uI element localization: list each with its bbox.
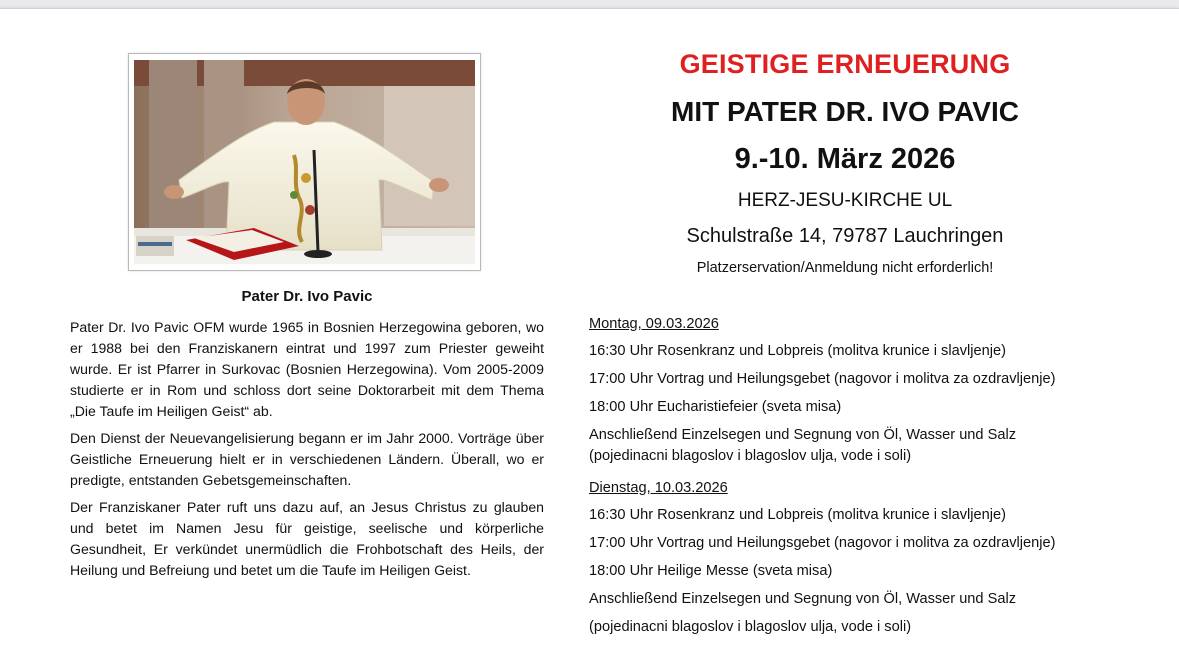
schedule-entry: 16:30 Uhr Rosenkranz und Lobpreis (molitva krunice i slavljenje) xyxy=(589,343,1006,359)
bio-paragraph: Pater Dr. Ivo Pavic OFM wurde 1965 in Bosnien Herzegowina geboren, wo er 1988 bei den Franziskanern eintrat und 1997 zum Priester geweiht wurde. Er ist Pfarrer in Surkovac (Bosnien Herzegowina). Vom 2005-2009 studierte er in Rom und schloss dort seine Doktorarbeit mit dem Thema „Die Taufe im Heiligen Geist“ ab. xyxy=(70,319,544,419)
priest-photo-icon xyxy=(134,60,475,264)
schedule-entry: 18:00 Uhr Heilige Messe (sveta misa) xyxy=(589,563,833,579)
schedule-entry: 17:00 Uhr Vortrag und Heilungsgebet (nagovor i molitva za ozdravljenje) xyxy=(589,535,1056,551)
bio-paragraph: Der Franziskaner Pater ruft uns dazu auf, an Jesus Christus zu glauben und betet im Namen Jesu für geistige, seelische und körperliche Gesundheit, Er verkündet unermüdlich die Frohbotschaft des Heils, der Heilung und Befreiung und betet um die Taufe im Heiligen Geist. xyxy=(70,499,544,578)
event-address: Schulstraße 14, 79787 Lauchringen xyxy=(686,225,1004,247)
day-title: Dienstag, 10.03.2026 xyxy=(589,480,728,496)
event-title: GEISTIGE ERNEUERUNG xyxy=(679,49,1011,79)
biography xyxy=(70,317,544,587)
event-date: 9.-10. März 2026 xyxy=(734,143,956,175)
schedule-entry: 18:00 Uhr Eucharistiefeier (sveta misa) xyxy=(589,399,842,415)
event-subtitle: MIT PATER DR. IVO PAVIC xyxy=(671,96,1019,127)
schedule xyxy=(589,314,1149,645)
day-title: Montag, 09.03.2026 xyxy=(589,316,719,332)
schedule-entry-final xyxy=(589,425,1149,467)
blessing-line-translation: (pojedinacni blagoslov i blagoslov ulja, vode i soli) xyxy=(589,619,912,635)
schedule-entry: 17:00 Uhr Vortrag und Heilungsgebet (nagovor i molitva za ozdravljenje) xyxy=(589,371,1056,387)
day-tuesday xyxy=(589,478,1149,638)
blessing-line-translation: (pojedinacni blagoslov i blagoslov ulja, vode i soli) xyxy=(589,448,912,464)
blessing-line: Anschließend Einzelsegen und Segnung von Öl, Wasser und Salz xyxy=(589,427,1016,443)
registration-note: Platzerservation/Anmeldung nicht erforderlich! xyxy=(696,260,994,276)
photo-caption: Pater Dr. Ivo Pavic xyxy=(241,288,373,305)
priest-photo xyxy=(128,53,481,271)
blessing-line: Anschließend Einzelsegen und Segnung von Öl, Wasser und Salz xyxy=(589,591,1016,607)
day-monday xyxy=(589,314,1149,467)
bio-paragraph: Den Dienst der Neuevangelisierung begann er im Jahr 2000. Vorträge über Geistliche Erneuerung hielt er in verschiedenen Ländern. Überall, wo er predigte, entstanden Gebetsgemeinschaften. xyxy=(70,430,544,488)
event-church: HERZ-JESU-KIRCHE UL xyxy=(737,190,953,211)
schedule-entry: 16:30 Uhr Rosenkranz und Lobpreis (molitva krunice i slavljenje) xyxy=(589,507,1006,523)
flyer-page xyxy=(0,8,1179,664)
